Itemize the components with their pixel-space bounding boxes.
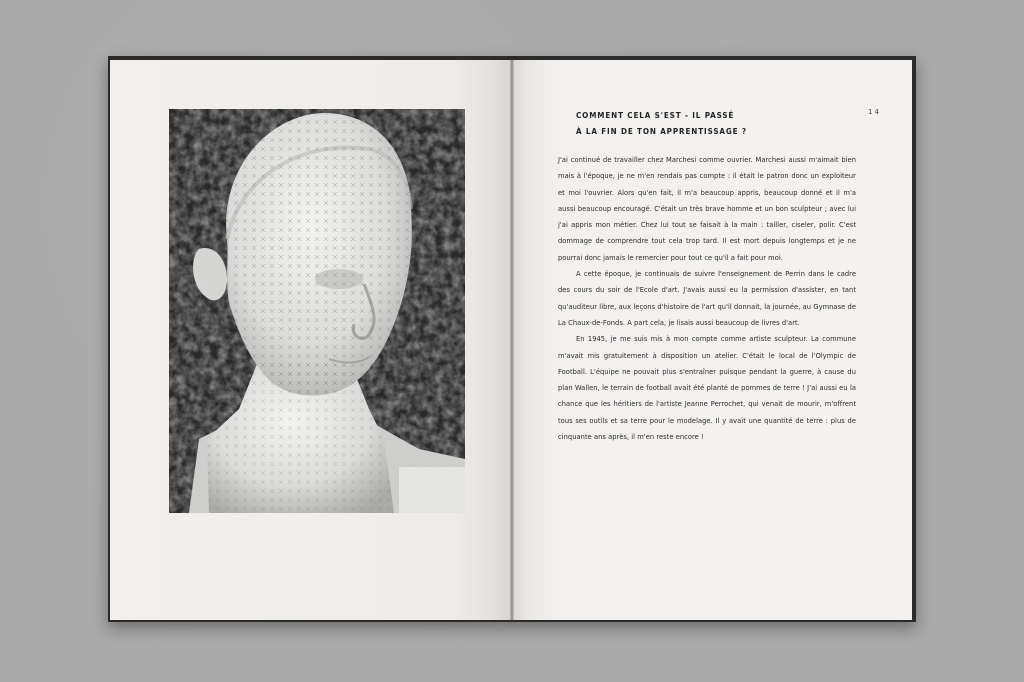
paragraph-3: En 1945, je me suis mis à mon compte comme artiste sculpteur. La commune m'avait mis gratuitement à disposition un atelier. C'était le local de l'Olympic de Football. L'équipe ne pouvait plus s'entraîner puisque pendant la guerre, à cause du plan Wallen, le terrain de football avait été planté de pommes de terre ! J'ai aussi eu la chance que les héritiers de l'artiste Jeanne Perrochet, qui venait de mourir, m'offrent tous ses outils et sa terre pour le modelage. Il y avait une quantité de terre : plus de cinquante ans après, il m'en reste encore ! — [558, 335, 856, 442]
paragraph-1: J'ai continué de travailler chez Marchesi comme ouvrier. Marchesi aussi m'aimait bien mais à l'époque, je ne m'en rendais pas compte : il était le patron donc un exploiteur et moi l'ouvrier. Alors qu'en fait, il m'a beaucoup appris, beaucoup donné et il m'a aussi beaucoup encouragé. C'était un très brave homme et un bon sculpteur ; avec lui j'ai appris mon métier. Chez lui tout se faisait à la main : tailler, ciseler, polir. C'est dommage de comprendre tout cela trop tard. Il est mort depuis longtemps et je ne pourrai donc jamais le remercier pour tout ce qu'il a fait pour moi. — [558, 156, 856, 262]
body-text — [558, 152, 856, 445]
heading-line-2: À LA FIN DE TON APPRENTISSAGE ? — [576, 127, 747, 136]
bust-photo — [169, 109, 465, 513]
bust-illustration — [169, 109, 465, 513]
page-number: 14 — [868, 108, 881, 116]
section-heading — [576, 108, 866, 140]
paragraph-2: A cette époque, je continuais de suivre l'enseignement de Perrin dans le cadre des cours du soir de l'Ecole d'art. J'avais aussi eu la permission d'assister, en tant qu'auditeur libre, aux leçons d'histoire de l'art qu'il donnait, la journée, au Gymnase de La Chaux-de-Fonds. A part cela, je lisais aussi beaucoup de livres d'art. — [558, 270, 856, 327]
book-gutter — [510, 60, 514, 620]
heading-line-1: COMMENT CELA S'EST - IL PASSÉ — [576, 111, 735, 120]
